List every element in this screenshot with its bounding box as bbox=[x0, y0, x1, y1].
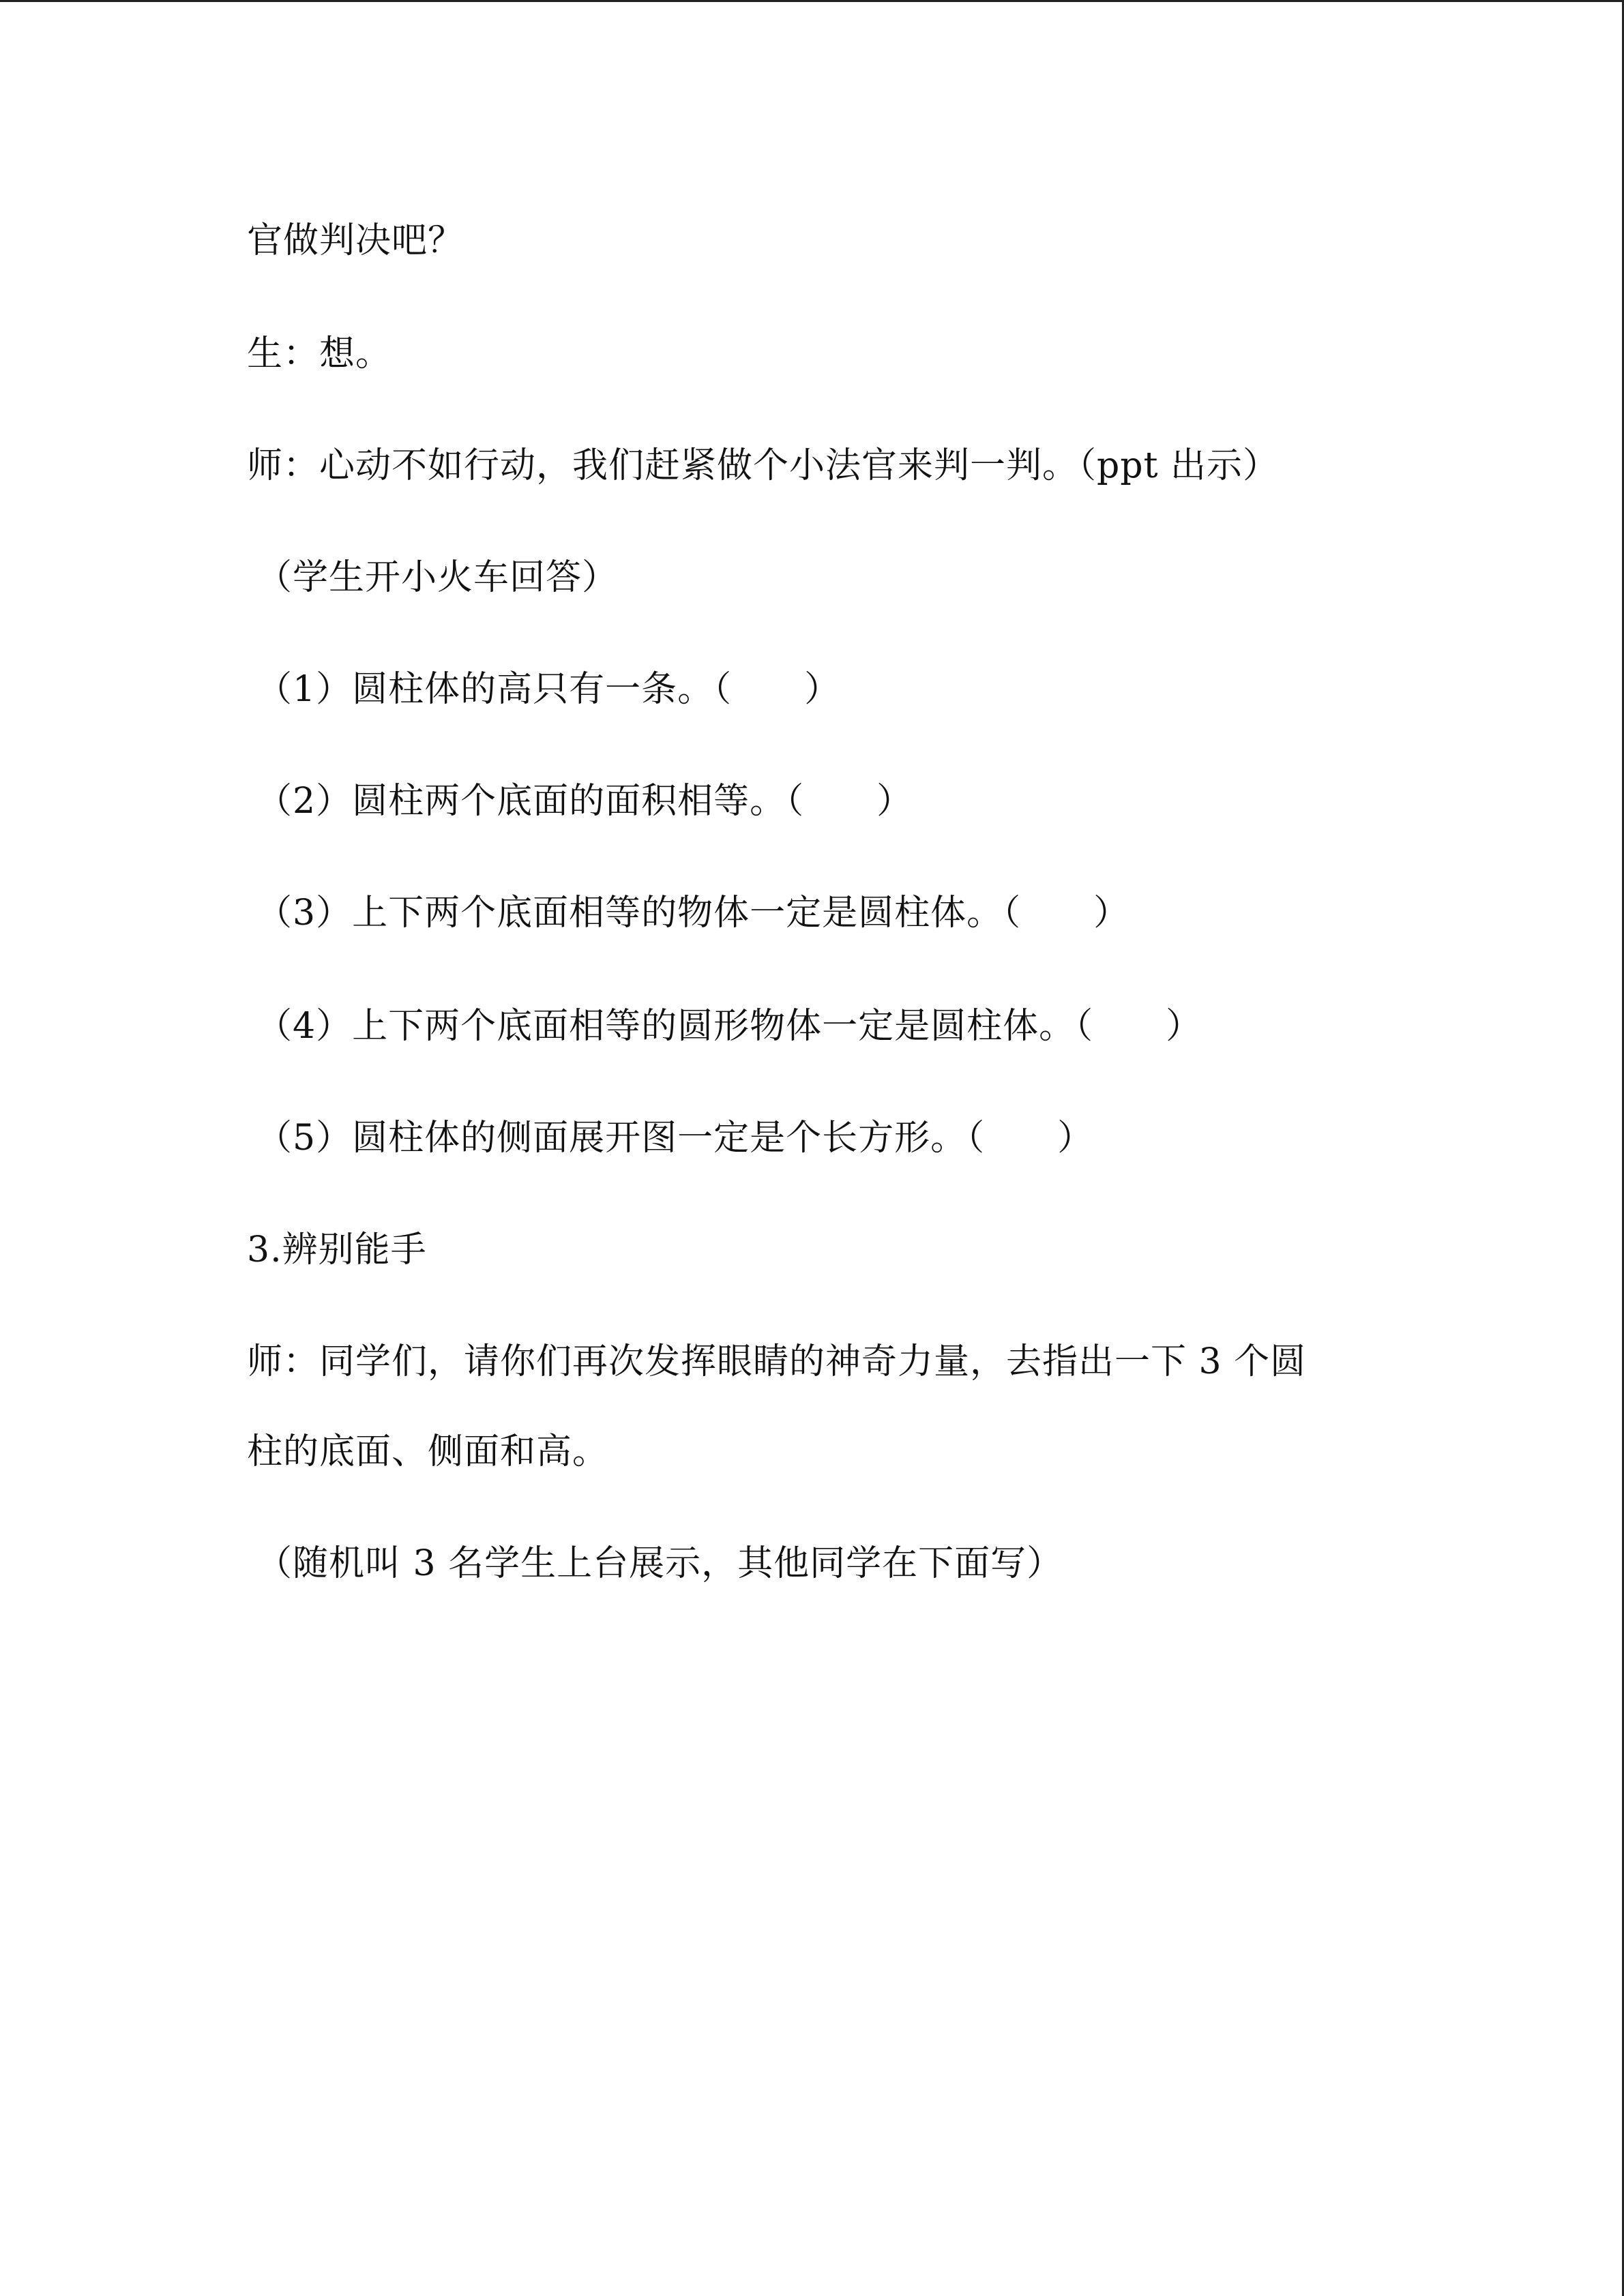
text-line-activity-note: （随机叫 3 名学生上台展示，其他同学在下面写） bbox=[256, 1543, 1063, 1584]
text-line-student-reply: 生：想。 bbox=[247, 333, 392, 374]
quiz-item-5: （5）圆柱体的侧面展开图一定是个长方形。（ ） bbox=[256, 1118, 1094, 1159]
quiz-item-3: （3）上下两个底面相等的物体一定是圆柱体。（ ） bbox=[256, 893, 1130, 934]
text-line-instruction: （学生开小火车回答） bbox=[256, 557, 619, 598]
text-line-teacher-instruction: 师：同学们，请你们再次发挥眼睛的神奇力量，去指出一下 3 个圆 bbox=[247, 1341, 1307, 1382]
section-heading: 3.辨别能手 bbox=[247, 1229, 427, 1270]
quiz-item-4: （4）上下两个底面相等的圆形物体一定是圆柱体。（ ） bbox=[256, 1006, 1202, 1047]
text-line-teacher-prompt: 师：心动不如行动，我们赶紧做个小法官来判一判。（ppt 出示） bbox=[247, 445, 1280, 486]
text-line-question-end: 官做判决吧？ bbox=[247, 220, 464, 261]
quiz-item-2: （2）圆柱两个底面的面积相等。（ ） bbox=[256, 781, 913, 822]
text-line-teacher-instruction-cont: 柱的底面、侧面和高。 bbox=[247, 1431, 609, 1472]
quiz-item-1: （1）圆柱体的高只有一条。（ ） bbox=[256, 669, 841, 710]
